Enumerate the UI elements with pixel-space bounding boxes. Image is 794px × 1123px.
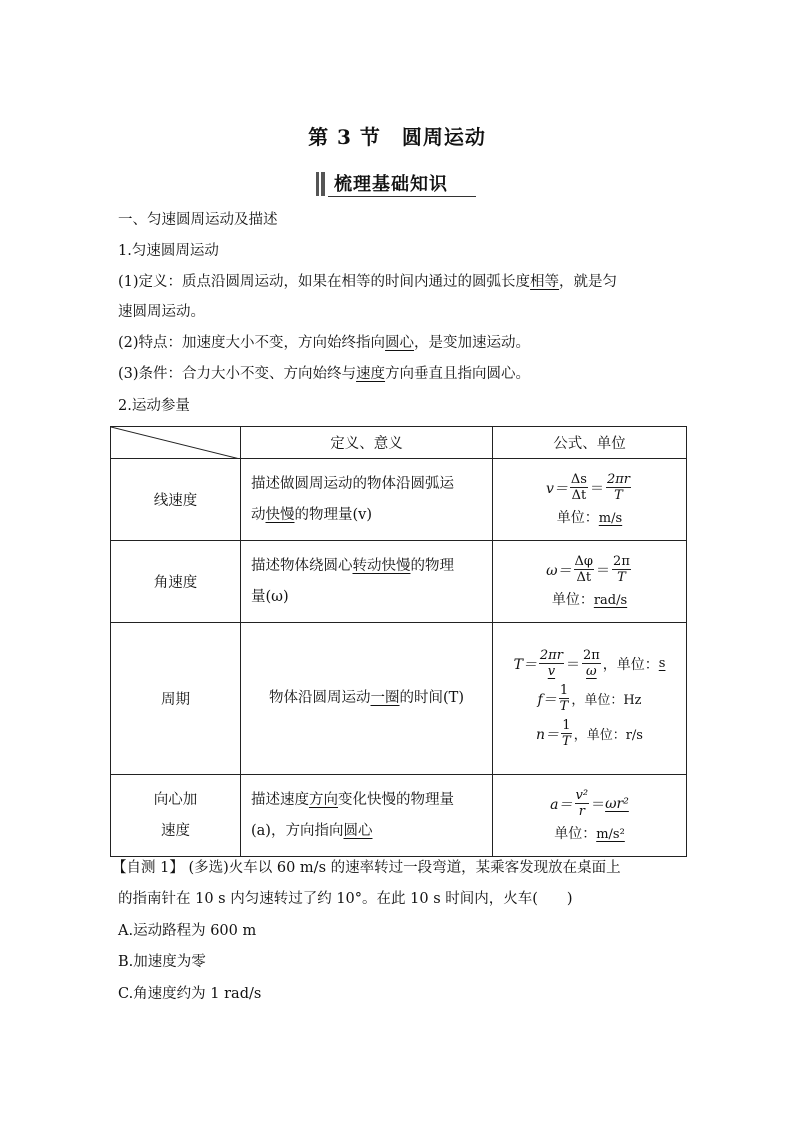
unit-value: s xyxy=(658,656,666,671)
feature-text-end: ，是变加速运动。 xyxy=(414,335,531,351)
formula-rhs: ωr² xyxy=(605,795,629,812)
unit-text: ，单位：r/s xyxy=(573,728,643,743)
desc-text: 描述速度 xyxy=(251,791,309,808)
numerator: 1 xyxy=(562,718,571,733)
numerator: 2πr xyxy=(539,648,563,663)
numerator: 2π xyxy=(582,648,600,663)
desc-answer: 快慢 xyxy=(265,506,295,523)
banner-text: 梳理基础知识 xyxy=(334,174,448,195)
section-heading: 一、匀速圆周运动及描述 xyxy=(118,212,278,228)
self-test-line-2: 的指南针在 10 s 内匀速转过了约 10°。在此 10 s 时间内，火车( ) xyxy=(118,891,573,907)
unit-value: m/s² xyxy=(596,827,625,842)
table-row xyxy=(111,459,687,541)
denominator: T xyxy=(617,570,626,585)
self-test-text: (多选)火车以 60 m/s 的速率转过一段弯道，某乘客发现放在桌面上 xyxy=(183,860,621,876)
condition-text: (3)条件：合力大小不变、方向始终与 xyxy=(118,366,357,382)
row-name-centripetal-acceleration xyxy=(111,775,241,857)
column-header-definition: 定义、意义 xyxy=(241,427,493,459)
formula-lhs: ω＝ xyxy=(546,562,572,579)
equals-sign: ＝ xyxy=(565,656,580,673)
unit-label: 单位： xyxy=(551,592,594,608)
unit-label: 单位： xyxy=(554,826,597,842)
period-formula xyxy=(514,648,666,679)
fraction xyxy=(575,788,590,819)
fraction xyxy=(539,648,564,679)
denominator: T xyxy=(559,699,569,714)
definition-line-2: 速圆周运动。 xyxy=(118,304,205,320)
banner-bar-icon xyxy=(316,172,325,196)
definition-line-1 xyxy=(118,272,688,292)
option-b: B.加速度为零 xyxy=(118,954,206,970)
definition-answer: 相等 xyxy=(530,274,560,290)
numerator: 2π xyxy=(613,554,630,569)
denominator: T xyxy=(562,734,571,749)
equals-sign: ＝ xyxy=(591,796,606,813)
subsection-heading-2: 2.运动参量 xyxy=(118,398,190,414)
feature-text: (2)特点：加速度大小不变，方向始终指向 xyxy=(118,335,386,351)
numerator: Δs xyxy=(570,472,587,487)
formula xyxy=(546,554,633,585)
desc-line xyxy=(251,785,482,816)
name-line: 向心加 xyxy=(153,791,198,808)
self-test-tag: 【自测 1】 xyxy=(112,860,184,876)
formula xyxy=(546,472,633,503)
unit-line xyxy=(493,823,686,843)
desc-line xyxy=(251,500,482,531)
row-formula-linear-velocity xyxy=(493,459,687,541)
unit-text: ，单位：Hz xyxy=(571,693,642,708)
desc-text: 的物理量(v) xyxy=(294,506,373,523)
row-desc-linear-velocity xyxy=(241,459,493,541)
desc-text: 动 xyxy=(251,506,266,523)
desc-answer: 方向 xyxy=(309,791,338,808)
subsection-heading-1: 1.匀速圆周运动 xyxy=(118,243,219,259)
formula-lhs: a＝ xyxy=(550,796,573,813)
table-row xyxy=(111,775,687,857)
unit-line xyxy=(493,589,686,609)
row-desc-centripetal-acceleration xyxy=(241,775,493,857)
denominator: Δt xyxy=(576,570,592,585)
denominator: v xyxy=(547,664,556,679)
unit-label: 单位： xyxy=(556,510,599,526)
banner-underline xyxy=(328,196,476,197)
denominator: r xyxy=(578,804,585,819)
fraction xyxy=(582,648,601,679)
formula xyxy=(550,788,629,819)
diagonal-header-cell xyxy=(111,427,241,459)
desc-answer: 一圈 xyxy=(370,690,400,706)
denominator: ω xyxy=(586,664,597,679)
desc-line: 描述做圆周运动的物体沿圆弧运 xyxy=(251,475,454,492)
table-header-row xyxy=(111,427,687,459)
fraction xyxy=(561,718,572,749)
row-formula-period xyxy=(493,623,687,775)
condition-line xyxy=(118,364,688,384)
row-name-angular-velocity: 角速度 xyxy=(111,541,241,623)
option-c: C.角速度约为 1 rad/s xyxy=(118,986,262,1002)
row-formula-angular-velocity xyxy=(493,541,687,623)
desc-line xyxy=(251,816,482,847)
feature-answer: 圆心 xyxy=(385,335,415,351)
desc-line xyxy=(251,551,482,582)
desc-text: 的物理 xyxy=(410,557,454,574)
column-header-formula: 公式、单位 xyxy=(493,427,687,459)
frequency-formula xyxy=(537,683,641,714)
equals-sign: ＝ xyxy=(589,480,604,497)
row-name-linear-velocity: 线速度 xyxy=(111,459,241,541)
desc-text: (a)，方向指向 xyxy=(251,822,344,839)
desc-answer: 转动快慢 xyxy=(352,557,411,574)
motion-parameter-table xyxy=(110,426,687,857)
row-desc-period xyxy=(241,623,493,775)
numerator: 1 xyxy=(559,683,569,698)
fraction xyxy=(574,554,595,585)
row-formula-centripetal-acceleration xyxy=(493,775,687,857)
formula-lhs: v＝ xyxy=(545,480,568,497)
page-title: 第 3 节 圆周运动 xyxy=(308,125,486,149)
diagonal-line-icon xyxy=(111,427,240,459)
condition-answer: 速度 xyxy=(356,366,386,382)
desc-text: 描述物体绕圆心 xyxy=(251,557,353,574)
desc-line: 量(ω) xyxy=(251,588,289,605)
row-desc-angular-velocity xyxy=(241,541,493,623)
desc-text: 变化快慢的物理量 xyxy=(338,791,454,808)
desc-answer: 圆心 xyxy=(343,822,373,839)
fraction xyxy=(612,554,631,585)
unit-line xyxy=(493,507,686,527)
equals-sign: ＝ xyxy=(596,562,611,579)
unit-value: m/s xyxy=(598,511,623,526)
denominator: T xyxy=(614,488,623,503)
formula-lhs: f＝ xyxy=(537,691,557,708)
formula-lhs: T＝ xyxy=(513,656,537,673)
speed-formula xyxy=(536,718,643,749)
table-row xyxy=(111,541,687,623)
definition-text-end: ，就是匀 xyxy=(559,274,618,290)
desc-text: 的时间(T) xyxy=(399,690,464,706)
fraction xyxy=(570,472,588,503)
fraction xyxy=(606,472,631,503)
unit-value: rad/s xyxy=(593,593,628,608)
desc-text: 物体沿圆周运动 xyxy=(269,690,371,706)
name-line: 速度 xyxy=(161,822,190,839)
table-row xyxy=(111,623,687,775)
option-a: A.运动路程为 600 m xyxy=(118,923,257,939)
unit-label: ，单位： xyxy=(602,656,659,673)
section-banner xyxy=(316,170,476,198)
row-name-period: 周期 xyxy=(111,623,241,775)
formula-lhs: n＝ xyxy=(536,726,560,743)
numerator: Δφ xyxy=(574,554,594,569)
feature-line xyxy=(118,333,688,353)
denominator: Δt xyxy=(571,488,587,503)
condition-text-end: 方向垂直且指向圆心。 xyxy=(385,366,531,382)
numerator: 2πr xyxy=(606,472,630,487)
self-test-line-1 xyxy=(112,858,682,878)
definition-text: (1)定义：质点沿圆周运动，如果在相等的时间内通过的圆弧长度 xyxy=(118,274,531,290)
numerator: v² xyxy=(575,788,589,803)
fraction xyxy=(559,683,570,714)
